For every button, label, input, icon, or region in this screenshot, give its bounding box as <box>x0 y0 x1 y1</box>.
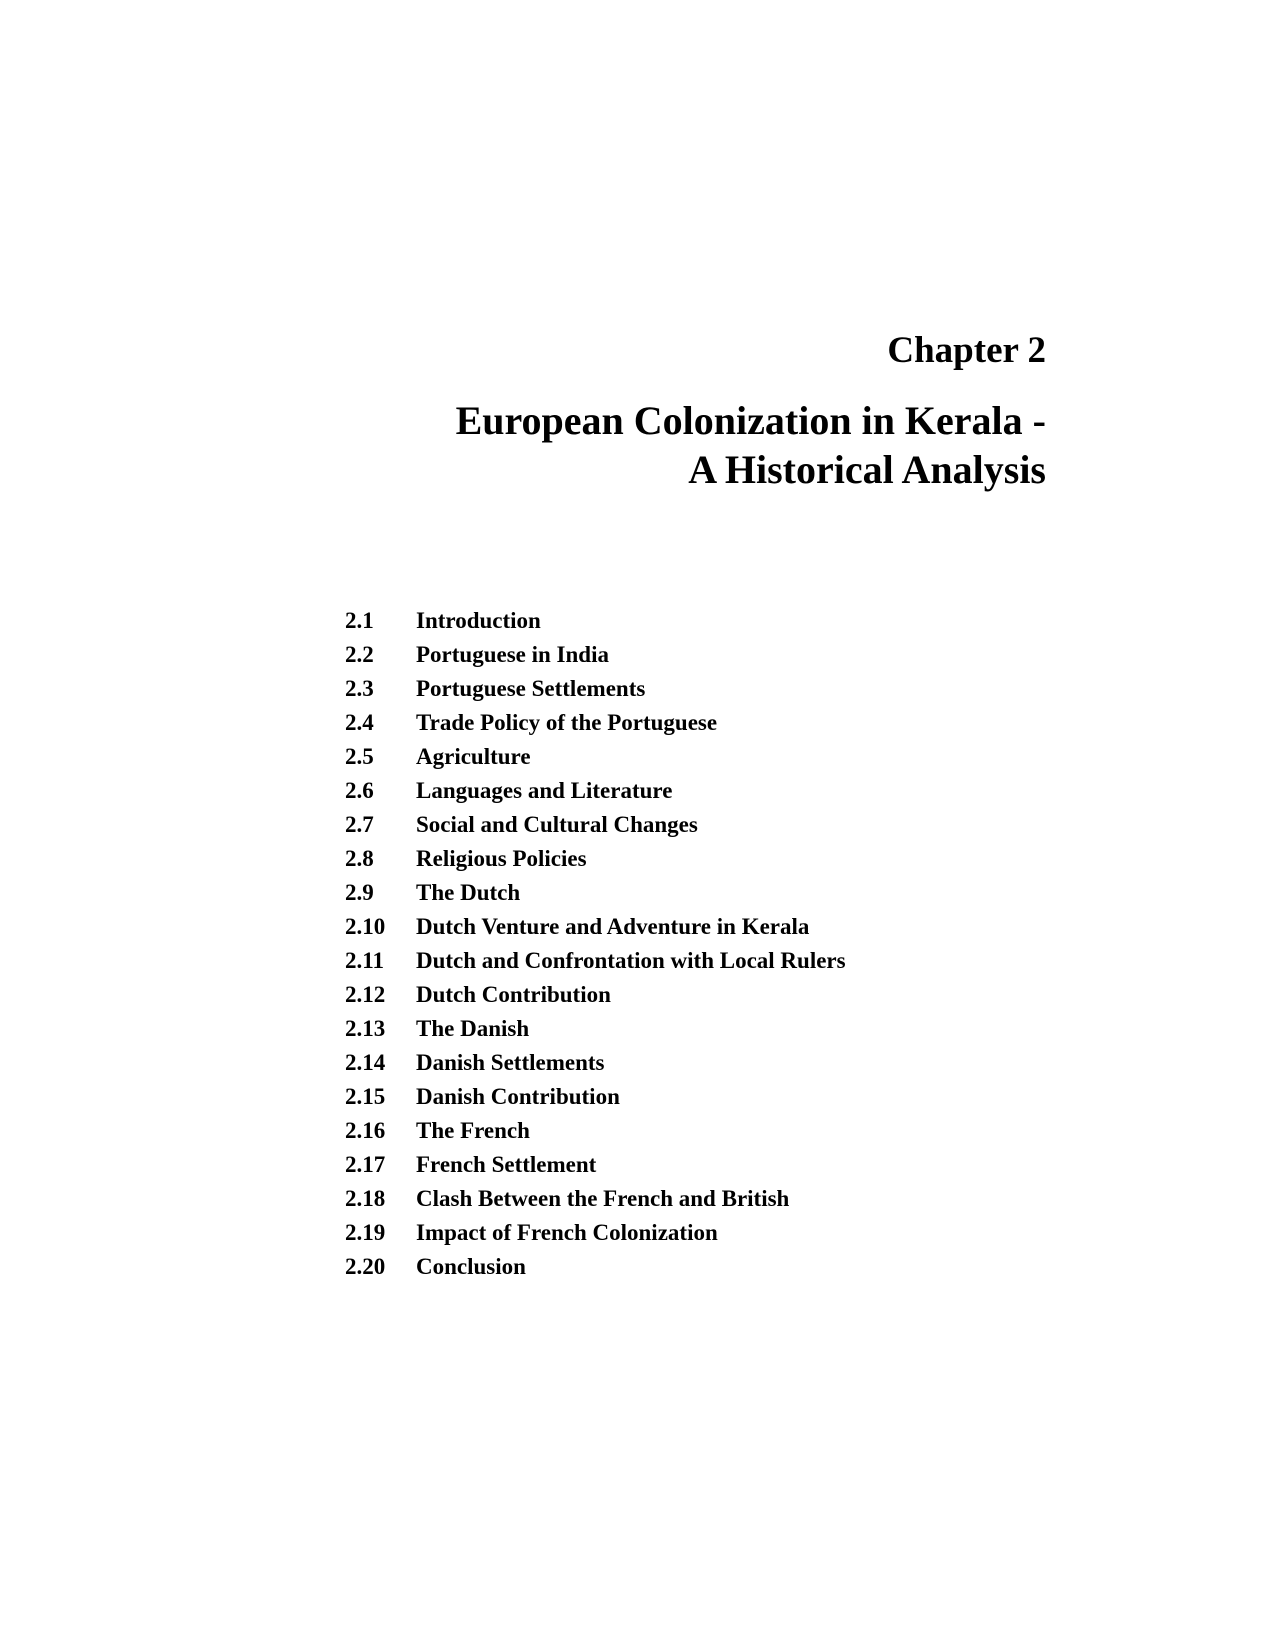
toc-number: 2.17 <box>345 1152 386 1177</box>
toc-title: Social and Cultural Changes <box>416 812 698 837</box>
toc-title: The Dutch <box>416 880 521 905</box>
toc-title: Agriculture <box>416 744 531 769</box>
toc-item <box>345 1046 846 1080</box>
toc-number: 2.16 <box>345 1118 386 1143</box>
toc-number: 2.7 <box>345 812 374 837</box>
toc-item <box>345 1182 846 1216</box>
toc-title: Danish Settlements <box>416 1050 605 1075</box>
toc-item <box>345 774 846 808</box>
toc-number: 2.6 <box>345 778 374 803</box>
toc-number: 2.14 <box>345 1050 386 1075</box>
toc-item <box>345 944 846 978</box>
toc-number: 2.15 <box>345 1084 386 1109</box>
toc-number: 2.18 <box>345 1186 386 1211</box>
toc-title: Clash Between the French and British <box>416 1186 790 1211</box>
toc-number: 2.11 <box>345 948 384 973</box>
chapter-title <box>456 396 1046 494</box>
toc-item <box>345 1250 846 1284</box>
toc-title: Languages and Literature <box>416 778 673 803</box>
toc-title: Religious Policies <box>416 846 587 871</box>
toc-number: 2.2 <box>345 642 374 667</box>
toc-title: Dutch and Confrontation with Local Rulers <box>416 948 846 973</box>
toc-item <box>345 876 846 910</box>
toc-item <box>345 910 846 944</box>
chapter-label: Chapter 2 <box>887 330 1046 371</box>
toc-title: Trade Policy of the Portuguese <box>416 710 718 735</box>
toc-item <box>345 604 846 638</box>
toc-item <box>345 1080 846 1114</box>
toc-item <box>345 808 846 842</box>
toc-number: 2.12 <box>345 982 386 1007</box>
toc-item <box>345 1216 846 1250</box>
toc-title: Introduction <box>416 608 541 633</box>
toc-item <box>345 1012 846 1046</box>
toc-number: 2.10 <box>345 914 386 939</box>
toc-number: 2.9 <box>345 880 374 905</box>
toc-item <box>345 1148 846 1182</box>
toc-item <box>345 706 846 740</box>
toc-number: 2.4 <box>345 710 374 735</box>
toc-number: 2.8 <box>345 846 374 871</box>
toc-number: 2.19 <box>345 1220 386 1245</box>
toc-title: The Danish <box>416 1016 530 1041</box>
toc-number: 2.3 <box>345 676 374 701</box>
chapter-title-line-2: A Historical Analysis <box>688 447 1046 492</box>
toc-number: 2.1 <box>345 608 374 633</box>
toc-number: 2.13 <box>345 1016 386 1041</box>
toc-item <box>345 638 846 672</box>
toc-item <box>345 978 846 1012</box>
toc-item <box>345 1114 846 1148</box>
toc-item <box>345 672 846 706</box>
toc-title: Conclusion <box>416 1254 526 1279</box>
toc-number: 2.5 <box>345 744 374 769</box>
toc-title: Portuguese Settlements <box>416 676 646 701</box>
toc-title: Dutch Contribution <box>416 982 611 1007</box>
toc-title: Dutch Venture and Adventure in Kerala <box>416 914 810 939</box>
toc-title: French Settlement <box>416 1152 597 1177</box>
toc-item <box>345 740 846 774</box>
toc-title: The French <box>416 1118 530 1143</box>
toc-title: Danish Contribution <box>416 1084 620 1109</box>
chapter-title-line-1: European Colonization in Kerala - <box>455 398 1046 443</box>
toc-number: 2.20 <box>345 1254 386 1279</box>
toc-title: Impact of French Colonization <box>416 1220 718 1245</box>
toc-item <box>345 842 846 876</box>
table-of-contents <box>345 604 846 1284</box>
toc-title: Portuguese in India <box>416 642 609 667</box>
